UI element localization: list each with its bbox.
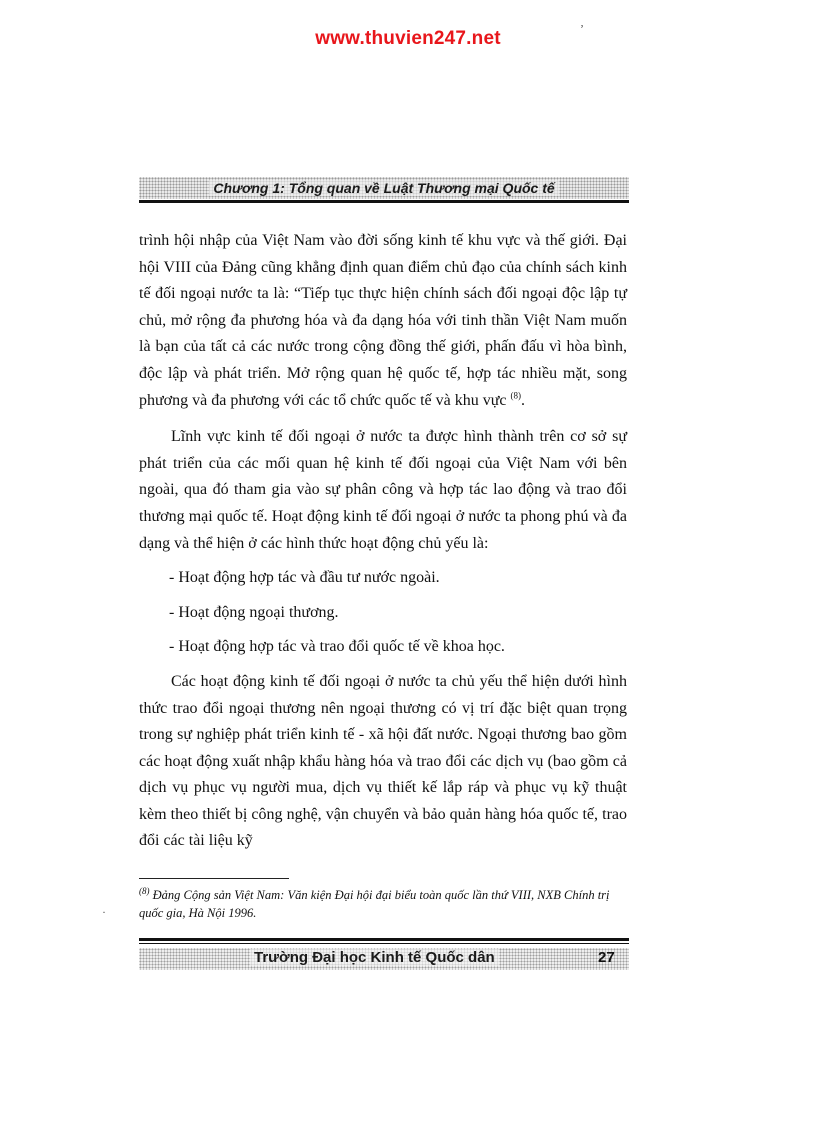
footer-rule: [139, 938, 629, 941]
list-item: - Hoạt động hợp tác và đầu tư nước ngoài.: [169, 569, 440, 587]
footnote: [139, 886, 629, 922]
body-paragraph: Các hoạt động kinh tế đối ngoại ở nước ta chủ yếu thể hiện dưới hình thức trao đổi ngoại thương nên ngoại thương có vị trí đặc biệt quan trọng trong sự nghiệp phát triển kinh tế - xã hội đất nước. Ngoại thương bao gồm các hoạt động xuất nhập khẩu hàng hóa và trao đổi các dịch vụ (bao gồm cả dịch vụ phục vụ người mua, dịch vụ thiết kế lắp ráp và phục vụ kỹ thuật kèm theo thiết bị công nghệ, vận chuyển và bảo quản hàng hóa quốc tế, trao đổi các tài liệu kỹ: [139, 672, 627, 850]
watermark-url: www.thuvien247.net: [315, 28, 501, 49]
chapter-header: [139, 177, 629, 199]
header-rule: [139, 200, 629, 203]
list-item: - Hoạt động hợp tác và trao đổi quốc tế về khoa học.: [169, 638, 505, 656]
page-number: 27: [598, 949, 615, 966]
body-paragraph: trình hội nhập của Việt Nam vào đời sống kinh tế khu vực và thế giới. Đại hội VIII của Đảng cũng khẳng định quan điểm chủ đạo của chính sách kinh tế đối ngoại nước ta là: “Tiếp tục thực hiện chính sách đối ngoại độc lập tự chủ, mở rộng đa phương hóa và đa dạng hóa với tinh thần Việt Nam muốn là bạn của tất cả các nước trong cộng đồng thế giới, phấn đấu vì hòa bình, độc lập và phát triển. Mở rộng quan hệ quốc tế, hợp tác nhiều mặt, song phương và đa phương với các tổ chức quốc tế và khu vực $^{(8)}$.: [139, 232, 627, 409]
scan-speck: ·: [102, 905, 106, 919]
footnote-rule: [139, 878, 289, 879]
list-item: - Hoạt động ngoại thương.: [169, 603, 339, 621]
scan-speck: ʼ: [580, 22, 584, 36]
page-body: [139, 228, 627, 855]
footnote-text: Đảng Cộng sản Việt Nam: Văn kiện Đại hội đại biểu toàn quốc lần thứ VIII, NXB Chính trị quốc gia, Hà Nội 1996.: [139, 888, 610, 920]
footnote-ref: (8): [510, 390, 522, 401]
body-paragraph: Lĩnh vực kinh tế đối ngoại ở nước ta được hình thành trên cơ sở sự phát triển của các mối quan hệ kinh tế đối ngoại của Việt Nam với bên ngoài, qua đó tham gia vào sự phân công và hợp tác lao động và trao đổi thương mại quốc tế. Hoạt động kinh tế đối ngoại ở nước ta phong phú và đa dạng và thể hiện ở các hình thức hoạt động chủ yếu là:: [139, 428, 627, 552]
footnote-marker: (8): [139, 885, 150, 896]
footer-rule-thin: [139, 943, 629, 944]
chapter-title: Chương 1: Tổng quan về Luật Thương mại Quốc tế: [209, 180, 558, 196]
footer-institution: Trường Đại học Kinh tế Quốc dân: [250, 949, 499, 966]
